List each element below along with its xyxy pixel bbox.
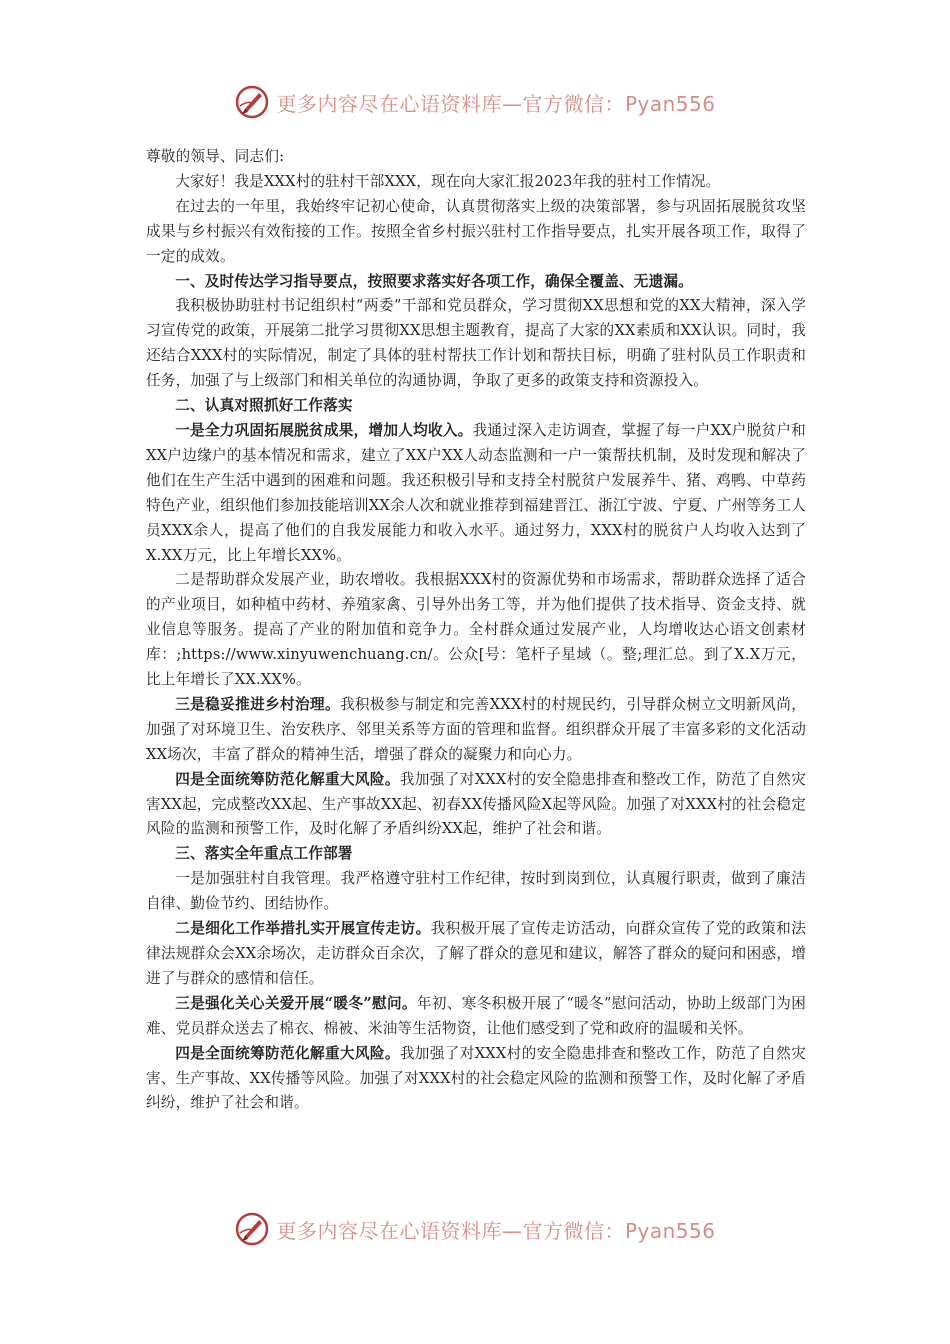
- document-body: [146, 145, 806, 1116]
- section-heading-1: 一、及时传达学习指导要点，按照要求落实好各项工作，确保全覆盖、无遗漏。: [175, 272, 693, 290]
- paragraph-risk-2: [146, 1042, 806, 1117]
- banner-text: 更多内容尽在心语资料库—官方微信：Pyan556: [276, 91, 716, 116]
- paragraph-risk: [146, 768, 806, 843]
- body-text: 我通过深入走访调查，掌握了每一户XX户脱贫户和XX户边缘户的基本情况和需求，建立了XX户XX人动态监测和一户一策帮扶机制，及时发现和解决了他们在生产生活中遇到的困难和问题。我还积极引导和支持全村脱贫户发展养牛、猪、鸡鸭、中草药特色产业，组织他们参加技能培训XX余人次和就业推荐到福建晋江、浙江宁波、宁夏、广州等务工人员XXX余人，提高了他们的自我发展能力和收入水平。通过努力，XXX村的脱贫户人均收入达到了X.XX万元，比上年增长XX%。: [146, 421, 806, 564]
- body-text: 年初、寒冬积极开展了“暖冬”慰问活动，协助上级部门为困难、党员群众送去了棉衣、棉被、米油等生活物资，让他们感受到了党和政府的温暖和关怀。: [146, 994, 806, 1037]
- body-text: 我积极参与制定和完善XXX村的村规民约，引导群众树立文明新风尚，加强了对环境卫生、治安秩序、邻里关系等方面的管理和监督。组织群众开展了丰富多彩的文化活动XX场次，丰富了群众的精神生活，增强了群众的凝聚力和向心力。: [146, 695, 807, 763]
- lead-text: 一是全力巩固拓展脱贫成果，增加人均收入。: [175, 421, 473, 439]
- intro-paragraph: 大家好！我是XXX村的驻村干部XXX，现在向大家汇报2023年我的驻村工作情况。: [175, 172, 721, 190]
- greeting: 尊敬的领导、同志们:: [146, 148, 285, 165]
- intro-paragraph-2: 在过去的一年里，我始终牢记初心使命，认真贯彻落实上级的决策部署，参与巩固拓展脱贫攻坚成果与乡村振兴有效衔接的工作。按照全省乡村振兴驻村工作指导要点，扎实开展各项工作，取得了一定的成效。: [146, 197, 806, 265]
- lead-text: 二是细化工作举措扎实开展宣传走访。: [175, 920, 431, 938]
- header-banner: [0, 84, 950, 124]
- section-1-paragraph: 我积极协助驻村书记组织村“两委”干部和党员群众，学习贯彻XX思想和党的XX大精神，深入学习宣传党的政策，开展第二批学习贯彻XX思想主题教育，提高了大家的XX素质和XX认识。同时，我还结合XXX村的实际情况，制定了具体的驻村帮扶工作计划和帮扶目标，明确了驻村队员工作职责和任务，加强了与上级部门和相关单位的沟通协调，争取了更多的政策支持和资源投入。: [146, 297, 806, 390]
- section-heading-3: 三、落实全年重点工作部署: [175, 845, 353, 863]
- paragraph-publicity: [146, 917, 806, 992]
- paragraph-governance: [146, 693, 806, 768]
- body-text: 我加强了对XXX村的安全隐患排查和整改工作，防范了自然灾害、生产事故、XX传播等风险。加强了对XXX村的社会稳定风险的监测和预警工作，及时化解了矛盾纠纷，维护了社会和谐。: [146, 1044, 806, 1112]
- lead-text: 四是全面统筹防范化解重大风险。: [175, 1044, 400, 1062]
- section-heading-2: 二、认真对照抓好工作落实: [175, 397, 353, 415]
- footer-banner: [0, 1211, 950, 1251]
- body-text: 我加强了对XXX村的安全隐患排查和整改工作，防范了自然灾害XX起，完成整改XX起、生产事故XX起、初春XX传播风险X起等风险。加强了对XXX村的社会稳定风险的监测和预警工作，及时化解了矛盾纠纷XX起，维护了社会和谐。: [146, 770, 806, 838]
- paragraph-self-management: 一是加强驻村自我管理。我严格遵守驻村工作纪律，按时到岗到位，认真履行职责，做到了廉洁自律、勤俭节约、团结协作。: [146, 870, 806, 913]
- lead-text: 三是强化关心关爱开展“暖冬”慰问。: [175, 994, 417, 1012]
- body-text: 我积极开展了宣传走访活动，向群众宣传了党的政策和法律法规群众会XX余场次，走访群众百余次，了解了群众的意见和建议，解答了群众的疑问和困惑，增进了与群众的感情和信任。: [146, 920, 806, 987]
- lead-text: 三是稳妥推进乡村治理。: [175, 695, 340, 713]
- lead-text: 四是全面统筹防范化解重大风险。: [175, 770, 400, 788]
- pen-logo-icon: [234, 1211, 270, 1247]
- pen-logo-icon: [234, 84, 270, 120]
- paragraph-industry: 二是帮助群众发展产业，助农增收。我根据XXX村的资源优势和市场需求，帮助群众选择了适合的产业项目，如种植中药材、养殖家禽、引导外出务工等，并为他们提供了技术指导、资金支持、就业信息等服务。提高了产业的附加值和竞争力。全村群众通过发展产业，人均增收达心语文创素材库：;https://www.xinyuwenchuang.cn/。公众[号：笔杆子星域（。整;理汇总。到了X.X万元，比上年增长了XX.XX%。: [146, 571, 806, 689]
- banner-text: 更多内容尽在心语资料库—官方微信：Pyan556: [276, 1218, 716, 1243]
- paragraph-winter-care: [146, 992, 806, 1042]
- paragraph-poverty: [146, 419, 806, 568]
